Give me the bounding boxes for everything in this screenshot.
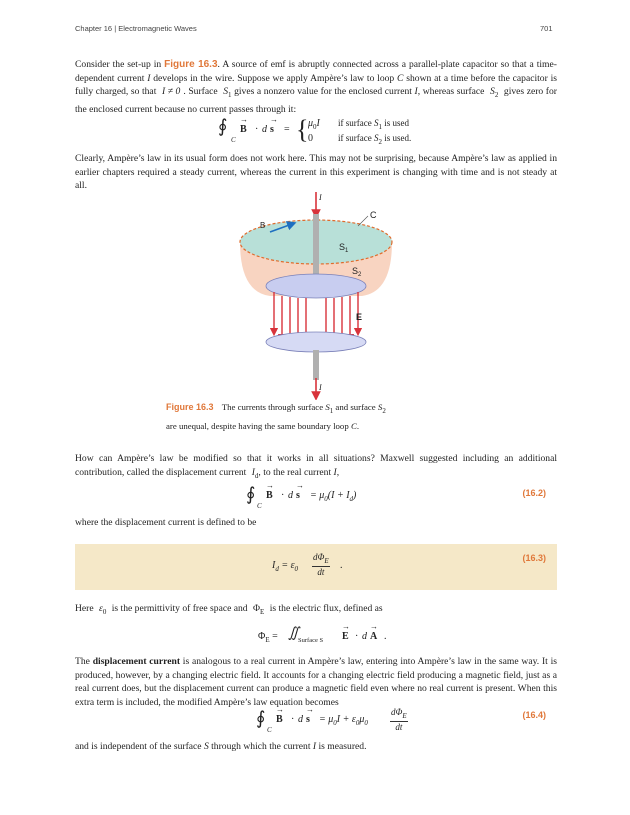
- capacitor-plate-bottom: [266, 332, 366, 352]
- vector-B: → B: [266, 490, 273, 501]
- math-sub: 0: [294, 565, 299, 573]
- paragraph-maxwell: [75, 452, 557, 483]
- math-sub: E: [402, 712, 407, 720]
- text: through which the current: [208, 741, 313, 752]
- chapter-header: Chapter 16 | Electromagnetic Waves: [75, 24, 197, 33]
- vector-s: → s: [296, 490, 300, 501]
- math-var: ε: [99, 603, 103, 614]
- math-var: I: [333, 466, 337, 478]
- math-var: I: [147, 72, 151, 84]
- math-var: Φ: [253, 603, 261, 614]
- math-var: μ: [308, 118, 314, 129]
- dot-operator: ·: [281, 490, 285, 501]
- math-sub: 0: [324, 495, 328, 503]
- vector-B: → B: [240, 124, 247, 135]
- equation-16-2: [246, 484, 386, 512]
- math-var: I: [251, 466, 255, 478]
- text: develops in the wire. Suppose we apply Ampère’s law to loop: [150, 72, 398, 84]
- text: is used: [381, 118, 409, 128]
- fraction: [312, 552, 330, 577]
- flux-lhs: [258, 631, 278, 644]
- figure-16-3-link[interactable]: Figure 16.3: [164, 59, 218, 70]
- text: and is independent of the surface: [75, 741, 204, 752]
- term-displacement-current: displacement current: [92, 656, 181, 667]
- math-expr: I ≠ 0: [161, 86, 181, 98]
- label-S1-text: S: [339, 242, 346, 252]
- dot-operator: ·: [355, 631, 359, 642]
- math-sub: 1: [228, 91, 232, 100]
- equals: =: [284, 124, 290, 135]
- paragraph-displacement: [75, 655, 557, 709]
- math-sub: 2: [382, 407, 386, 415]
- math-sub: 0: [364, 719, 368, 727]
- math-sub: 0: [313, 123, 317, 131]
- text: .: [340, 560, 343, 571]
- rhs: [319, 714, 368, 727]
- text: . A source of emf is abruptly connected across a parallel-plate capacitor so that a time-dependent current: [75, 59, 557, 84]
- paragraph-here: [75, 602, 557, 620]
- text: .: [384, 631, 387, 642]
- math-sub: 0: [355, 719, 360, 727]
- math-sub: E: [265, 636, 270, 644]
- math-sub: 1: [378, 123, 382, 131]
- dot-operator: ·: [291, 714, 295, 725]
- case-2: 0: [308, 133, 313, 144]
- math-var: S: [325, 402, 330, 412]
- contour-integral-symbol: ∮: [256, 708, 266, 728]
- label-S2-sub: 2: [358, 272, 362, 278]
- label-I-top: I: [319, 193, 322, 202]
- text: ,: [336, 466, 340, 478]
- math-var: d: [262, 124, 267, 135]
- equation-16-4: [256, 708, 416, 738]
- vector-s: → s: [306, 714, 310, 725]
- text: is the electric flux, defined as: [267, 603, 383, 614]
- text: How can Ampère’s law be modified so that it works in all situations? Maxwell suggested including an additional contribution, called the displacement current: [75, 453, 557, 478]
- math-var: I: [414, 86, 418, 98]
- rhs: [310, 490, 356, 503]
- caption-label: Figure 16.3: [166, 402, 214, 412]
- math-sub: 2: [378, 138, 382, 146]
- paragraph-independent: [75, 740, 557, 754]
- label-I-bottom: I: [319, 383, 322, 392]
- math-var: S: [203, 741, 209, 752]
- wire-top: [313, 214, 319, 284]
- equals: =: [269, 631, 278, 642]
- math-sub: 0: [102, 608, 107, 616]
- text: is used: [381, 133, 409, 143]
- case-1-condition: [338, 118, 409, 131]
- equation-16-3: [272, 552, 392, 580]
- equation-number-16-2: (16.2): [522, 488, 546, 498]
- math-sub: 2: [494, 91, 499, 100]
- rhs-terms: (I + I: [327, 490, 350, 501]
- equation-number-16-3: (16.3): [522, 553, 546, 563]
- text: gives zero for the enclosed current because no current passes through it:: [75, 86, 557, 115]
- equation-number-16-4: (16.4): [522, 710, 546, 720]
- math-sub: C: [267, 726, 272, 734]
- math-sub: 1: [329, 407, 334, 415]
- label-E: E: [356, 312, 363, 322]
- denominator: dt: [395, 722, 403, 732]
- label-S2-text: S: [352, 266, 359, 276]
- denominator: dt: [317, 567, 325, 577]
- fraction: [390, 707, 408, 732]
- text: shown at a time before the capacitor is fully charged, so that: [75, 72, 557, 98]
- equation-flux: [258, 624, 398, 652]
- label-C: C: [370, 210, 377, 220]
- case-2-condition: [338, 133, 411, 146]
- numerator: [390, 707, 408, 722]
- text: Here: [75, 603, 97, 614]
- brace: {: [296, 115, 309, 144]
- caption-text: .: [356, 421, 360, 431]
- lhs: [272, 560, 298, 573]
- numerator: [312, 552, 330, 567]
- equals-eps: = ε: [278, 560, 295, 571]
- vector-A: → A: [370, 631, 377, 642]
- paragraph-intro: [75, 58, 557, 116]
- contour-integral-symbol: ∮: [246, 484, 256, 504]
- math-var: S: [373, 133, 379, 143]
- num-text: dΦ: [313, 552, 325, 562]
- text: . Surface: [183, 86, 221, 98]
- math-var: S: [373, 118, 379, 128]
- math-var: Φ: [258, 631, 266, 642]
- math-var: S: [490, 86, 495, 98]
- num-text: dΦ: [391, 707, 403, 717]
- text: is analogous to a real current in Ampère’s law, entering into Ampère’s law in the same way. It is produced, however, by a changing electric field. It accounts for a changing electric field producing a magnetic field, just as a real current does, but the displacement current can produce a magnetic field even where no real current is present. When this extra term is included, the modified Ampère’s law equation becomes: [75, 656, 557, 708]
- text: if surface: [338, 118, 374, 128]
- math-var: I: [316, 118, 320, 129]
- figure-caption: [166, 400, 466, 434]
- math-sub: E: [260, 608, 265, 616]
- text: The: [75, 656, 93, 667]
- math-var: I: [272, 560, 276, 571]
- equation-cases: [218, 116, 438, 148]
- math-var: μ: [359, 714, 365, 725]
- math-sub: d: [349, 495, 354, 503]
- math-sub: C: [257, 502, 262, 510]
- surface-integral-symbol: ∬: [288, 626, 300, 641]
- math-sub: 0: [333, 719, 337, 727]
- rhs-mu: = μ: [319, 714, 334, 725]
- text: , to the real current: [258, 466, 334, 478]
- caption-text: are unequal, despite having the same boundary loop: [166, 421, 351, 431]
- capacitor-plate-top: [266, 274, 366, 298]
- math-var: d: [362, 631, 367, 642]
- math-var: S: [377, 402, 383, 412]
- vector-B: → B: [276, 714, 283, 725]
- math-sub: d: [275, 565, 279, 573]
- page-number: 701: [540, 24, 553, 33]
- vector-s: → s: [270, 124, 274, 135]
- case-1: [308, 118, 320, 131]
- math-var: d: [298, 714, 303, 725]
- paragraph-clearly: Clearly, Ampère’s law in its usual form does not work here. This may not be surprising, because Ampère’s law as applied in earlier chapters required a steady current, whereas the current in this experiment is changing with time and is not steady at all.: [75, 153, 557, 192]
- rhs-close: ): [353, 490, 357, 501]
- text: .: [408, 133, 412, 143]
- math-var: I: [312, 741, 317, 752]
- text: is measured.: [316, 741, 367, 752]
- label-S1-sub: 1: [345, 248, 349, 254]
- math-sub: C: [231, 136, 236, 144]
- text: is the permittivity of free space and: [109, 603, 250, 614]
- math-var: d: [288, 490, 293, 501]
- text: gives a nonzero value for the enclosed current: [231, 86, 415, 98]
- math-sub: d: [254, 471, 259, 480]
- math-var: C: [350, 421, 357, 431]
- dot-operator: ·: [255, 124, 259, 135]
- text: if surface: [338, 133, 374, 143]
- rhs-terms: I + ε: [336, 714, 356, 725]
- wire-bottom: [313, 350, 319, 380]
- math-var: C: [397, 72, 404, 84]
- math-sub: E: [324, 557, 329, 565]
- rhs-mu: = μ: [310, 490, 325, 501]
- math-var: S: [223, 86, 229, 98]
- caption-text: The currents through surface: [221, 402, 326, 412]
- text: , whereas surface: [417, 86, 488, 98]
- text: Consider the set-up in: [75, 59, 165, 70]
- integral-subscript: Surface S: [298, 637, 324, 644]
- paragraph-where: where the displacement current is defined to be: [75, 517, 257, 528]
- vector-E: → E: [342, 631, 349, 642]
- label-B: B: [260, 221, 266, 230]
- figure-16-3-diagram: [230, 192, 400, 400]
- caption-text: and surface: [333, 402, 378, 412]
- contour-integral-symbol: ∮: [218, 116, 228, 136]
